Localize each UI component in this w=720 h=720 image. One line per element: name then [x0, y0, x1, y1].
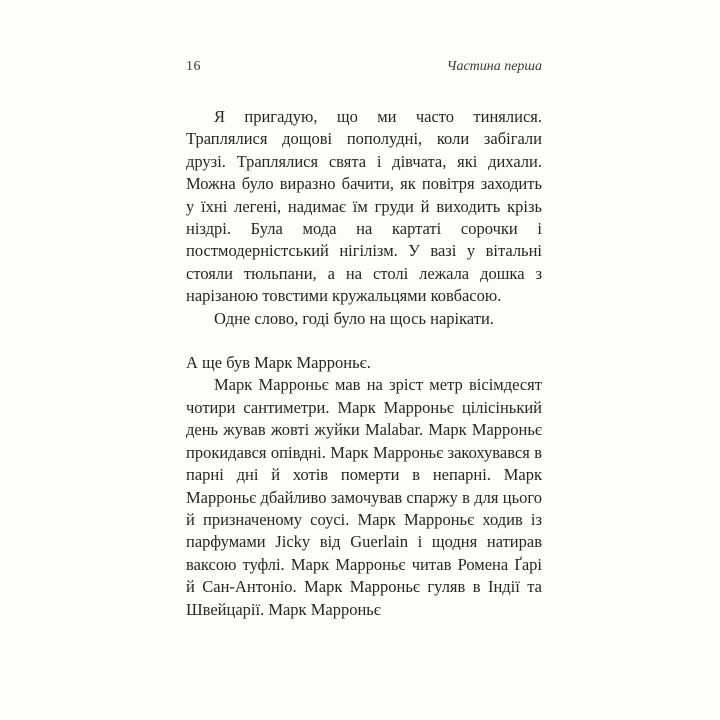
- paragraph-2: Одне слово, годі було на щось нарікати.: [214, 308, 494, 328]
- body-text: [186, 106, 542, 621]
- paragraph-3: А ще був Марк Марроньє.: [186, 353, 371, 373]
- running-head: [186, 58, 542, 76]
- text-column: [186, 58, 542, 621]
- page-number: 16: [186, 59, 201, 74]
- running-header-title: Частина перша: [446, 59, 542, 74]
- paragraph-4: Марк Марроньє мав на зріст метр вісімдесят чотири сантиметри. Марк Марроньє цілісінький день жував жовті жуйки Malabar. Марк Марроньє прокидався опівдні. Марк Марроньє закохувався в парні дні й хотів померти в непарні. Марк Марроньє дбайливо замочував спаржу в для цього й призначеному соусі. Марк Марроньє ходив із парфумами Jicky від Guerlain і щодня натирав ваксою туфлі. Марк Марроньє читав Ромена Ґарі й Сан-Антоніо. Марк Марроньє гуляв в Індії та Швейцарії. Марк Марроньє: [186, 375, 542, 619]
- paragraph-1: Я пригадую, що ми часто тинялися. Траплялися дощові пополудні, коли забігали друзі. Траплялися свята і дівчата, які дихали. Можна було виразно бачити, як повітря заходить у їхні легені, надимає їм груди й виходить крізь ніздрі. Була мода на картаті сорочки і постмодерністський нігілізм. У вазі у вітальні стояли тюльпани, а на столі лежала дошка з нарізаною товстими кружальцями ковбасою.: [186, 107, 542, 306]
